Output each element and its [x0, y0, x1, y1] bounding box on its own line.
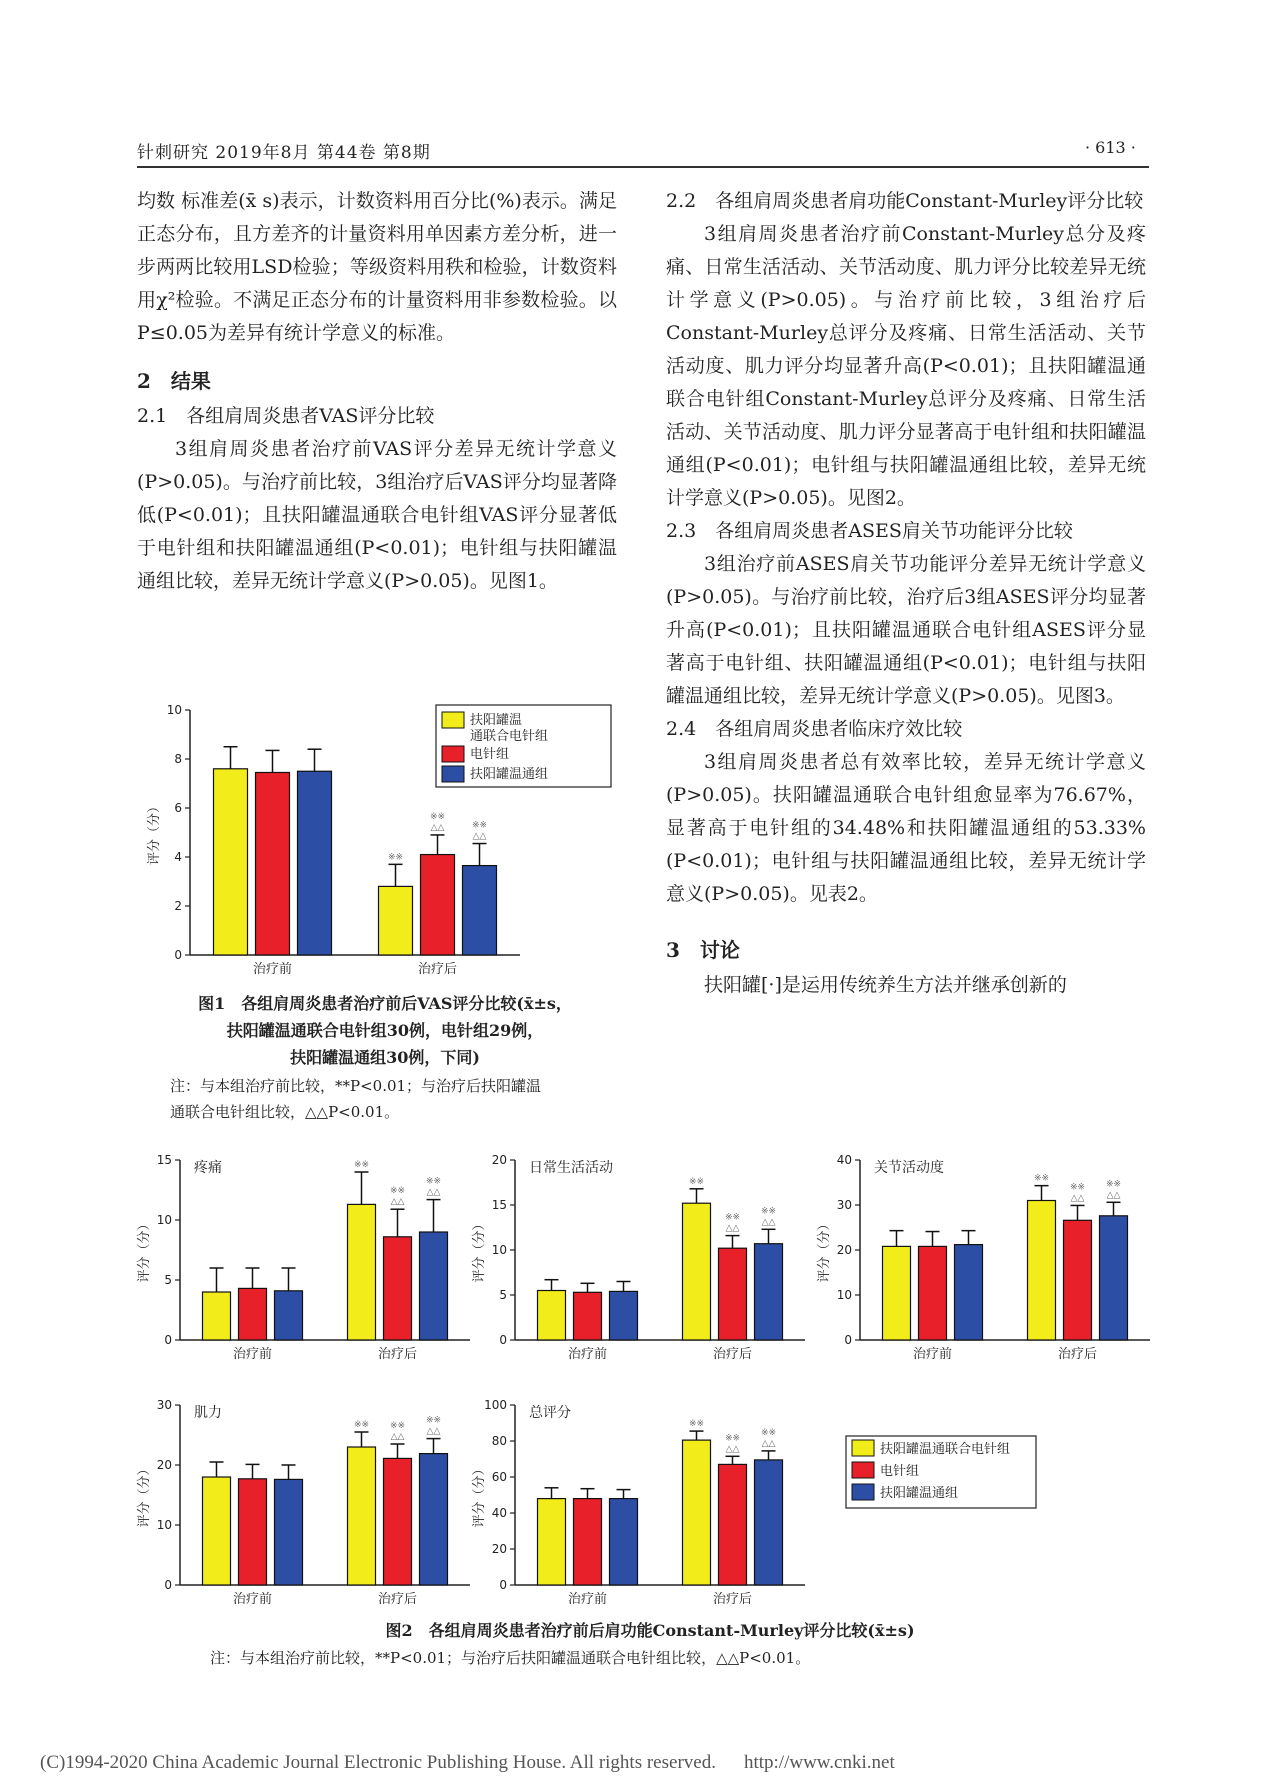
bar: [574, 1292, 602, 1340]
significance-mark: ※※: [688, 1176, 705, 1187]
bar: [275, 1479, 303, 1585]
bar: [1028, 1201, 1056, 1341]
bar: [239, 1288, 267, 1340]
y-tick-label: 20: [156, 1458, 172, 1472]
significance-mark: △△: [1106, 1190, 1121, 1201]
methods-paragraph: 均数 标准差(x̄ s)表示，计数资料用百分比(%)表示。满足正态分布，且方差齐的计量资料用单因素方差分析，进一步两两比较用LSD检验；等级资料用秩和检验，计数资料用χ²检验。不满足正态分布的计量资料用非参数检验。以P≤0.05为差异有统计学意义的标准。: [137, 190, 617, 344]
bar: [883, 1246, 911, 1340]
bar: [1064, 1220, 1092, 1340]
bar: [755, 1460, 783, 1585]
significance-mark: ※※: [1069, 1182, 1086, 1193]
section-2-4-paragraph: 3组肩周炎患者总有效率比较，差异无统计学意义(P>0.05)。扶阳罐温通联合电针组愈显率为76.67%，显著高于电针组的34.48%和扶阳罐温通组的53.33%(P<0.01)；电针组与扶阳罐温通组比较，差异无统计学意义(P>0.05)。见表2。: [666, 751, 1146, 905]
y-tick-label: 20: [491, 1153, 507, 1167]
y-tick-label: 10: [491, 1243, 507, 1257]
bar: [610, 1291, 638, 1340]
legend-label: 扶阳罐温: [470, 713, 523, 728]
page-number: · 613 ·: [1085, 138, 1136, 157]
significance-mark: △△: [761, 1438, 776, 1449]
y-tick-label: 4: [174, 850, 182, 864]
figure-2-total-chart: [472, 1390, 815, 1610]
chart-title: 肌力: [194, 1405, 222, 1421]
significance-mark: ※※: [353, 1160, 370, 1170]
bar: [420, 1454, 448, 1585]
y-axis-label: 评分（分）: [472, 1462, 487, 1528]
bar: [919, 1246, 947, 1340]
bar: [298, 771, 332, 955]
discussion-paragraph: 扶阳罐[·]是运用传统养生方法并继承创新的: [704, 974, 1067, 996]
bar: [203, 1292, 231, 1340]
copyright-text: (C)1994-2020 China Academic Journal Electronic Publishing House. All rights reserved.: [40, 1752, 716, 1773]
figure-2-rom-chart: [817, 1145, 1160, 1365]
copyright-footer: [40, 1752, 895, 1774]
y-tick-label: 15: [491, 1198, 507, 1212]
y-tick-label: 0: [499, 1578, 507, 1592]
bar: [683, 1203, 711, 1340]
x-tick-label: 治疗后: [417, 962, 458, 977]
chart-title: 疼痛: [194, 1160, 222, 1176]
cnki-url: http://www.cnki.net: [743, 1752, 895, 1773]
section-2-2-heading: 2.2 各组肩周炎患者肩功能Constant-Murley评分比较: [666, 190, 1144, 212]
bar: [755, 1244, 783, 1340]
y-tick-label: 10: [156, 1518, 172, 1532]
bar: [538, 1291, 566, 1341]
bar: [719, 1464, 747, 1585]
x-tick-label: 治疗前: [567, 1592, 608, 1607]
y-tick-label: 8: [174, 752, 182, 766]
bar: [214, 769, 248, 955]
y-axis-label: 评分（分）: [817, 1217, 832, 1283]
x-tick-label: 治疗前: [232, 1592, 273, 1607]
figure-2-note: 注：与本组治疗前比较，**P<0.01；与治疗后扶阳罐温通联合电针组比较，△△P<0.01。: [210, 1649, 811, 1667]
significance-mark: △△: [390, 1432, 405, 1442]
bar: [256, 772, 290, 955]
bar: [420, 1232, 448, 1340]
y-tick-label: 40: [836, 1153, 852, 1167]
significance-mark: ※※: [353, 1420, 370, 1430]
y-tick-label: 100: [484, 1398, 507, 1412]
legend-label: 扶阳罐温通组: [470, 767, 549, 782]
y-tick-label: 20: [836, 1243, 852, 1257]
figure-2-pain-chart: [137, 1145, 480, 1365]
legend-label: 电针组: [880, 1464, 920, 1479]
bar: [239, 1479, 267, 1585]
figure-1-note-line-1: 注：与本组治疗前比较，**P<0.01；与治疗后扶阳罐温: [170, 1077, 542, 1095]
legend-swatch: [442, 746, 464, 762]
significance-mark: △△: [426, 1426, 441, 1437]
figure-1-caption: [140, 990, 630, 1071]
figure-1-note: [170, 1073, 640, 1125]
y-tick-label: 2: [174, 899, 182, 913]
legend-label: 电针组: [470, 747, 510, 762]
bar: [203, 1477, 231, 1585]
figure-1-caption-line-2: 扶阳罐温通联合电针组30例，电针组29例，: [226, 1021, 544, 1040]
y-tick-label: 15: [156, 1153, 172, 1167]
y-tick-label: 30: [836, 1198, 852, 1212]
y-tick-label: 10: [156, 1213, 172, 1227]
y-tick-label: 6: [174, 801, 182, 815]
section-2-1-heading: 2.1 各组肩周炎患者VAS评分比较: [137, 405, 435, 427]
significance-mark: △△: [390, 1197, 405, 1208]
legend-swatch: [852, 1462, 874, 1478]
left-column: [137, 185, 617, 598]
figure-1-caption-line-3: 扶阳罐温通组30例，下同): [290, 1048, 480, 1067]
significance-mark: ※※: [1105, 1179, 1122, 1190]
bar: [421, 855, 455, 955]
figure-1-caption-line-1: 图1 各组肩周炎患者治疗前后VAS评分比较(x̄±s，: [198, 994, 572, 1013]
bar: [683, 1440, 711, 1585]
x-tick-label: 治疗后: [712, 1347, 753, 1362]
y-tick-label: 80: [491, 1434, 507, 1448]
legend-swatch: [852, 1440, 874, 1456]
section-2-1-paragraph: 3组肩周炎患者治疗前VAS评分差异无统计学意义(P>0.05)。与治疗前比较，3组治疗后VAS评分均显著降低(P<0.01)；且扶阳罐温通联合电针组VAS评分显著低于电针组和扶阳罐温通组(P<0.01)；电针组与扶阳罐温通组比较，差异无统计学意义(P>0.05)。见图1。: [137, 438, 617, 592]
bar: [379, 886, 413, 955]
legend-label: 扶阳罐温通组: [880, 1486, 959, 1501]
significance-mark: ※※: [760, 1427, 777, 1438]
y-axis-label: 评分（分）: [137, 1462, 152, 1528]
y-tick-label: 10: [166, 703, 182, 717]
section-2-2-paragraph: 3组肩周炎患者治疗前Constant-Murley总分及疼痛、日常生活活动、关节活动度、肌力评分比较差异无统计学意义(P>0.05)。与治疗前比较，3组治疗后Constant-Murley总评分及疼痛、日常生活活动、关节活动度、肌力评分均显著升高(P<0.01)；且扶阳罐温通联合电针组Constant-Murley总评分及疼痛、日常生活活动、关节活动度、肌力评分显著高于电针组和扶阳罐温通组(P<0.01)；电针组与扶阳罐温通组比较，差异无统计学意义(P>0.05)。见图2。: [666, 223, 1146, 509]
significance-mark: ※※: [389, 1186, 406, 1197]
section-2-4-heading: 2.4 各组肩周炎患者临床疗效比较: [666, 718, 963, 740]
significance-mark: △△: [426, 1187, 441, 1198]
legend-swatch: [442, 766, 464, 782]
y-tick-label: 20: [491, 1542, 507, 1556]
significance-mark: △△: [725, 1223, 740, 1234]
x-tick-label: 治疗前: [232, 1347, 273, 1362]
y-tick-label: 0: [164, 1578, 172, 1592]
y-tick-label: 0: [164, 1333, 172, 1347]
legend-swatch: [852, 1484, 874, 1500]
y-tick-label: 40: [491, 1506, 507, 1520]
figure-2-caption: 图2 各组肩周炎患者治疗前后肩功能Constant-Murley评分比较(x̄±s): [385, 1621, 915, 1640]
legend-swatch: [442, 712, 464, 728]
legend-label: 扶阳罐温通联合电针组: [880, 1442, 1011, 1457]
bar: [348, 1204, 376, 1340]
x-tick-label: 治疗后: [377, 1347, 418, 1362]
bar: [955, 1245, 983, 1340]
x-tick-label: 治疗前: [252, 962, 293, 977]
y-tick-label: 60: [491, 1470, 507, 1484]
y-tick-label: 30: [156, 1398, 172, 1412]
figure-1-vas-chart: [147, 690, 620, 990]
y-axis-label: 评分（分）: [137, 1217, 152, 1283]
bar: [610, 1499, 638, 1585]
x-tick-label: 治疗前: [912, 1347, 953, 1362]
bar: [384, 1458, 412, 1585]
significance-mark: ※※: [425, 1415, 442, 1426]
significance-mark: △△: [472, 831, 487, 842]
section-results-heading: 2 结果: [137, 369, 211, 393]
significance-mark: ※※: [429, 811, 446, 822]
y-tick-label: 10: [836, 1288, 852, 1302]
significance-mark: ※※: [389, 1421, 406, 1431]
x-tick-label: 治疗后: [712, 1592, 753, 1607]
section-2-3-paragraph: 3组治疗前ASES肩关节功能评分差异无统计学意义(P>0.05)。与治疗前比较，治疗后3组ASES评分均显著升高(P<0.01)；且扶阳罐温通联合电针组ASES评分显著高于电针组、扶阳罐温通组(P<0.01)；电针组与扶阳罐温通组比较，差异无统计学意义(P>0.05)。见图3。: [666, 553, 1146, 707]
y-tick-label: 0: [499, 1333, 507, 1347]
significance-mark: △△: [430, 822, 445, 833]
bar: [275, 1291, 303, 1340]
y-tick-label: 0: [174, 948, 182, 962]
y-tick-label: 5: [499, 1288, 507, 1302]
chart-title: 日常生活活动: [529, 1160, 613, 1176]
right-column: [666, 185, 1146, 1002]
significance-mark: ※※: [760, 1206, 777, 1217]
y-tick-label: 5: [164, 1273, 172, 1287]
y-axis-label: 评分（分）: [472, 1217, 487, 1283]
bar: [719, 1248, 747, 1340]
significance-mark: ※※: [425, 1176, 442, 1187]
significance-mark: ※※: [688, 1419, 705, 1430]
figure-2-strength-chart: [137, 1390, 480, 1610]
significance-mark: ※※: [387, 852, 404, 863]
header-rule: [137, 166, 1149, 168]
x-tick-label: 治疗前: [567, 1347, 608, 1362]
legend-label: 通联合电针组: [470, 729, 549, 744]
figure-2-adl-chart: [472, 1145, 815, 1365]
journal-header: 针刺研究 2019年8月 第44卷 第8期: [137, 143, 431, 163]
y-axis-label: 评分（分）: [147, 799, 162, 866]
figure-2-legend: [840, 1430, 1140, 1510]
significance-mark: ※※: [724, 1433, 741, 1444]
bar: [384, 1237, 412, 1340]
figure-1-note-line-2: 通联合电针组比较，△△P<0.01。: [170, 1103, 400, 1121]
bar: [463, 866, 497, 955]
significance-mark: △△: [1070, 1193, 1085, 1204]
section-discussion-heading: 3 讨论: [666, 938, 740, 962]
y-tick-label: 0: [844, 1333, 852, 1347]
bar: [574, 1499, 602, 1585]
bar: [348, 1447, 376, 1585]
section-2-3-heading: 2.3 各组肩周炎患者ASES肩关节功能评分比较: [666, 520, 1073, 542]
significance-mark: △△: [725, 1444, 740, 1455]
chart-title: 关节活动度: [874, 1160, 944, 1176]
significance-mark: △△: [761, 1217, 776, 1228]
bar: [1100, 1216, 1128, 1340]
significance-mark: ※※: [471, 820, 488, 831]
chart-title: 总评分: [529, 1405, 571, 1421]
significance-mark: ※※: [1033, 1173, 1050, 1184]
x-tick-label: 治疗后: [1057, 1347, 1098, 1362]
x-tick-label: 治疗后: [377, 1592, 418, 1607]
bar: [538, 1499, 566, 1585]
significance-mark: ※※: [724, 1212, 741, 1223]
